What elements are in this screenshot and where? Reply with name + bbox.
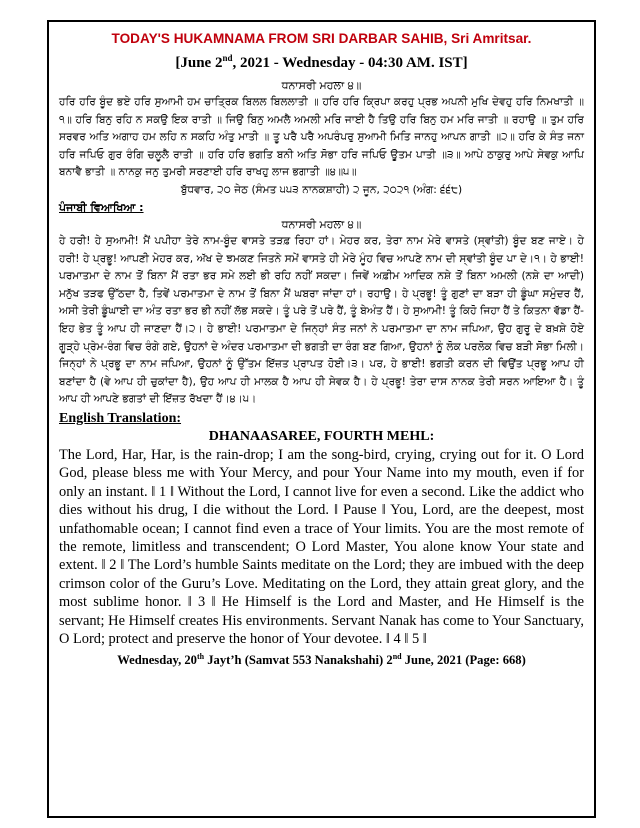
- footer-date-line: [59, 648, 584, 669]
- date-superscript: nd: [222, 53, 233, 63]
- date-suffix: , 2021 - Wednesday - 04:30 AM. IST]: [232, 55, 468, 71]
- footer-part-3: June, 2021 (Page: 668): [401, 653, 526, 668]
- punjabi-raag: ਧਨਾਸਰੀ ਮਹਲਾ ੪॥: [281, 217, 362, 231]
- footer-part-2: Jayt’h (Samvat 553 Nanakshahi) 2: [204, 653, 393, 668]
- shabad-raag: ਧਨਾਸਰੀ ਮਹਲਾ ੪॥: [281, 79, 362, 92]
- footer-sup-1: th: [196, 652, 205, 662]
- english-heading: DHANAASAREE, FOURTH MEHL:: [208, 428, 435, 444]
- punjabi-explanation: ਹੇ ਹਰੀ! ਹੇ ਸੁਆਮੀ! ਮੈਂ ਪਪੀਹਾ ਤੇਰੇ ਨਾਮ-ਬੂੰਦ ਵਾਸਤੇ ਤੜਫ਼ ਰਿਹਾ ਹਾਂ। ਮੇਹਰ ਕਰ, ਤੇਰਾ ਨਾਮ ਮੇਰੇ ਵਾਸਤੇ (ਸ੍ਵਾਂਤੀ) ਬੂੰਦ ਬਣ ਜਾਏ। ਹੇ ਹਰੀ! ਹੇ ਪ੍ਰਭੂ! ਆਪਣੀ ਮੇਹਰ ਕਰ, ਅੱਖ ਦੇ ਝਮਕਣ ਜਿਤਨੇ ਸਮੇਂ ਵਾਸਤੇ ਹੀ ਮੇਰੇ ਮੂੰਹ ਵਿਚ ਆਪਣੇ ਨਾਮ ਦੀ ਸ੍ਵਾਂਤੀ ਬੂੰਦ ਪਾ ਦੇ।੧। ਹੇ ਭਾਈ! ਪਰਮਾਤਮਾ ਦੇ ਨਾਮ ਤੋਂ ਬਿਨਾ ਮੈਂ ਰਤਾ ਭਰ ਸਮੇ ਲਈ ਭੀ ਰਹਿ ਨਹੀਂ ਸਕਦਾ। ਜਿਵੇਂ ਅਫ਼ੀਮ ਆਦਿਕ ਨਸ਼ੇ ਤੋਂ ਬਿਨਾ ਅਮਲੀ (ਨਸ਼ੇ ਦਾ ਆਦੀ) ਮਨੁੱਖ ਤੜਫ ਉੱਠਦਾ ਹੈ, ਤਿਵੇਂ ਪਰਮਾਤਮਾ ਦੇ ਨਾਮ ਤੋਂ ਬਿਨਾ ਮੈਂ ਘਬਰਾ ਜਾਂਦਾ ਹਾਂ। ਰਹਾਉ। ਹੇ ਪ੍ਰਭੂ! ਤੂੰ ਗੁਣਾਂ ਦਾ ਬੜਾ ਹੀ ਡੂੰਘਾ ਸਮੁੰਦਰ ਹੈਂ, ਅਸੀ ਤੇਰੀ ਡੂੰਘਾਈ ਦਾ ਅੰਤ ਰਤਾ ਭਰ ਭੀ ਨਹੀਂ ਲੱਭ ਸਕਦੇ। ਤੂੰ ਪਰੇ ਤੋਂ ਪਰੇ ਹੈਂ, ਤੂੰ ਬੇਅੰਤ ਹੈਂ। ਹੇ ਸੁਆਮੀ! ਤੂੰ ਕਿਹੋ ਜਿਹਾ ਹੈਂ ਤੇ ਕਿਤਨਾ ਵੱਡਾ ਹੈਂ-ਇਹ ਭੇਤ ਤੂੰ ਆਪ ਹੀ ਜਾਣਦਾ ਹੈਂ।੨। ਹੇ ਭਾਈ! ਪਰਮਾਤਮਾ ਦੇ ਜਿਨ੍ਹਾਂ ਸੰਤ ਜਨਾਂ ਨੇ ਪਰਮਾਤਮਾ ਦਾ ਨਾਮ ਜਪਿਆ, ਉਹ ਗੁਰੂ ਦੇ ਬਖ਼ਸ਼ੇ ਹੋਏ ਗੂੜ੍ਹੇ ਪ੍ਰੇਮ-ਰੰਗ ਵਿਚ ਰੰਗੇ ਗਏ, ਉਹਨਾਂ ਦੇ ਅੰਦਰ ਪਰਮਾਤਮਾ ਦੀ ਭਗਤੀ ਦਾ ਰੰਗ ਬਣ ਗਿਆ, ਉਹਨਾਂ ਨੂੰ ਲੋਕ ਪਰਲੋਕ ਵਿਚ ਬੜੀ ਸੋਭਾ ਮਿਲੀ। ਜਿਨ੍ਹਾਂ ਨੇ ਪ੍ਰਭੂ ਦਾ ਨਾਮ ਜਪਿਆ, ਉਹਨਾਂ ਨੂੰ ਉੱਤਮ ਇੱਜ਼ਤ ਪ੍ਰਾਪਤ ਹੋਈ।੩। ਪਰ, ਹੇ ਭਾਈ! ਭਗਤੀ ਕਰਨ ਦੀ ਵਿਉਂਤ ਪ੍ਰਭੂ ਆਪ ਹੀ ਬਣਾਂਦਾ ਹੈ (ਵੇ ਆਪ ਹੀ ਚੁਕਾਂਦਾ ਹੈ), ਉਹ ਆਪ ਹੀ ਮਾਲਕ ਹੈ ਆਪ ਹੀ ਸੇਵਕ ਹੈ। ਹੇ ਪ੍ਰਭੂ! ਤੇਰਾ ਦਾਸ ਨਾਨਕ ਤੇਰੀ ਸਰਨ ਆਇਆ ਹੈ। ਤੂੰ ਆਪ ਹੀ ਆਪਣੇ ਭਗਤਾਂ ਦੀ ਇੱਜ਼ਤ ਰੱਖਦਾ ਹੈਂ।੪।੫।: [59, 234, 584, 406]
- date-prefix: [June 2: [175, 55, 223, 71]
- punjabi-section-label: ਪੰਜਾਬੀ ਵਿਆਖਿਆ :: [59, 200, 144, 214]
- english-section-label: English Translation:: [59, 410, 182, 426]
- document-border: [47, 20, 596, 818]
- footer-part-1: Wednesday, 20: [117, 653, 197, 668]
- footer-sup-2: nd: [392, 652, 402, 662]
- english-translation: The Lord, Har, Har, is the rain-drop; I am the song-bird, crying, crying out for it. O Lord God, please bless me with Your Mercy, and pour Your Name into my mouth, even if for only an instant. ‖ 1 ‖ Without the Lord, I cannot live for even a second. Like the addict who dies without his drug, I die without the Lord. ‖ Pause ‖ You, Lord, are the deepest, most unfathomable ocean; I cannot find even a trace of Your limits. You are the most remote of the remote, limitless and transcendent; O Lord Master, You alone know Your state and extent. ‖ 2 ‖ The Lord’s humble Saints meditate on the Lord; they are imbued with the deep crimson color of the Guru’s Love. Meditating on the Lord, they attain great glory, and the most sublime honor. ‖ 3 ‖ He Himself is the Lord and Master, and He Himself is the servant; He Himself creates His environments. Servant Nanak has come to Your Sanctuary, O Lord; protect and preserve the honor of Your devotee. ‖ 4 ‖ 5 ‖: [59, 446, 584, 647]
- shabad-text: ਹਰਿ ਹਰਿ ਬੂੰਦ ਭਏ ਹਰਿ ਸੁਆਮੀ ਹਮ ਚਾਤ੍ਰਿਕ ਬਿਲਲ ਬਿਲਲਾਤੀ ॥ ਹਰਿ ਹਰਿ ਕ੍ਰਿਪਾ ਕਰਹੁ ਪ੍ਰਭ ਅਪਨੀ ਮੁਖਿ ਦੇਵਹੁ ਹਰਿ ਨਿਮਖਾਤੀ ॥੧॥ ਹਰਿ ਬਿਨੁ ਰਹਿ ਨ ਸਕਉ ਇਕ ਰਾਤੀ ॥ ਜਿਉ ਬਿਨੁ ਅਮਲੈ ਅਮਲੀ ਮਰਿ ਜਾਈ ਹੈ ਤਿਉ ਹਰਿ ਬਿਨੁ ਹਮ ਮਰਿ ਜਾਤੀ ॥ ਰਹਾਉ ॥ ਤੁਮ ਹਰਿ ਸਰਵਰ ਅਤਿ ਅਗਾਹ ਹਮ ਲਹਿ ਨ ਸਕਹਿ ਅੰਤੁ ਮਾਤੀ ॥ ਤੂ ਪਰੈ ਪਰੈ ਅਪਰੰਪਰੁ ਸੁਆਮੀ ਮਿਤਿ ਜਾਨਹੁ ਆਪਨ ਗਾਤੀ ॥੨॥ ਹਰਿ ਕੇ ਸੰਤ ਜਨਾ ਹਰਿ ਜਪਿਓ ਗੁਰ ਰੰਗਿ ਚਲੂਲੈ ਰਾਤੀ ॥ ਹਰਿ ਹਰਿ ਭਗਤਿ ਬਨੀ ਅਤਿ ਸੋਭਾ ਹਰਿ ਜਪਿਓ ਊਤਮ ਪਾਤੀ ॥੩॥ ਆਪੇ ਠਾਕੁਰੁ ਆਪੇ ਸੇਵਕੁ ਆਪਿ ਬਨਾਵੈ ਭਾਤੀ ॥ ਨਾਨਕੁ ਜਨੁ ਤੁਮਰੀ ਸਰਣਾਈ ਹਰਿ ਰਾਖਹੁ ਲਾਜ ਭਗਾਤੀ ॥੪॥੫॥: [59, 96, 584, 179]
- gurmukhi-date-line: ਬੁੱਧਵਾਰ, ੨੦ ਜੇਠ (ਸੰਮਤ ੫੫੩ ਨਾਨਕਸ਼ਾਹੀ) ੨ ਜੂਨ, ੨੦੨੧ (ਅੰਗ: ੬੬੮): [180, 183, 463, 196]
- date-line: [59, 48, 584, 73]
- page-title: TODAY'S HUKAMNAMA FROM SRI DARBAR SAHIB, Sri Amritsar.: [111, 31, 532, 46]
